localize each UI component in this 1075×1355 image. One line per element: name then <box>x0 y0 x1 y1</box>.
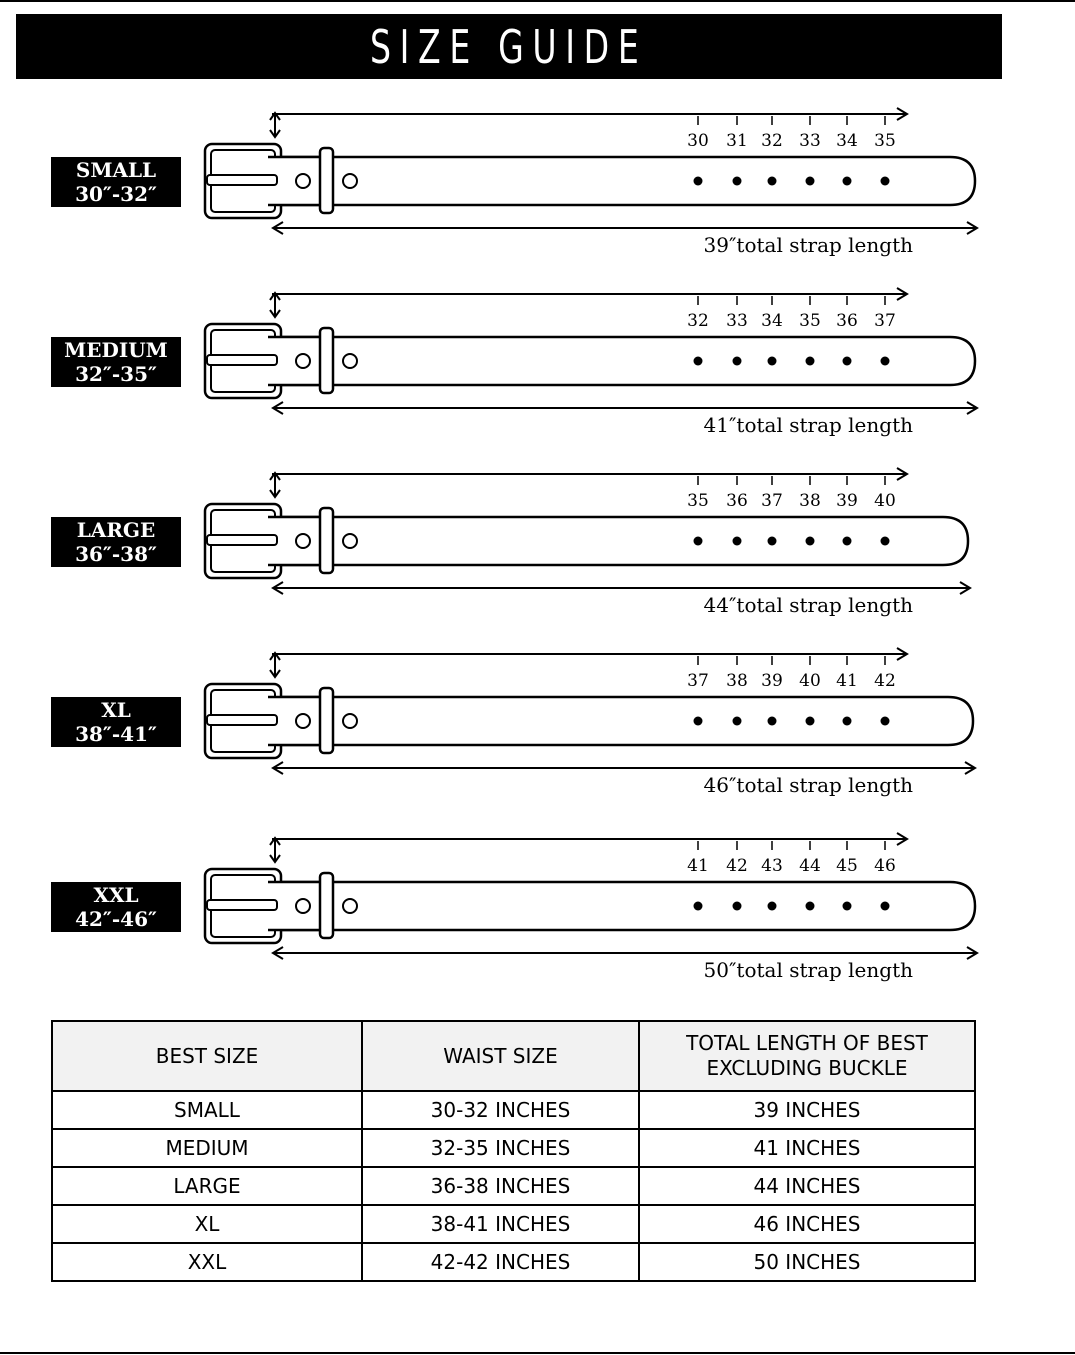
top-border <box>0 0 1075 2</box>
belt-hole <box>843 177 852 186</box>
hole-number: 37 <box>874 311 896 331</box>
hole-number: 45 <box>836 856 858 876</box>
hole-number: 31 <box>726 131 748 151</box>
belt-hole <box>806 177 815 186</box>
table-row <box>52 1091 975 1129</box>
hole-number: 39 <box>836 491 858 511</box>
hole-number: 36 <box>836 311 858 331</box>
cell-size: SMALL <box>52 1091 362 1129</box>
size-range: 32″-35″ <box>75 362 157 386</box>
buckle-prong <box>207 535 277 545</box>
table-row <box>52 1243 975 1281</box>
buckle-prong <box>207 900 277 910</box>
belt-hole <box>733 717 742 726</box>
hole-number: 35 <box>799 311 821 331</box>
hole-number: 32 <box>761 131 783 151</box>
belt-strap <box>270 337 975 385</box>
total-length-label: 46″total strap length <box>703 773 913 797</box>
belt-hole <box>881 177 890 186</box>
belt-hole <box>806 537 815 546</box>
rivet-hole <box>296 174 310 188</box>
hole-number: 36 <box>726 491 748 511</box>
belt-row <box>0 460 1075 640</box>
cell-waist: 30-32 INCHES <box>362 1091 639 1129</box>
belt-hole <box>733 177 742 186</box>
cell-size: MEDIUM <box>52 1129 362 1167</box>
hole-number: 46 <box>874 856 896 876</box>
belt-diagram <box>0 640 1075 820</box>
belt-hole <box>694 902 703 911</box>
bottom-border <box>0 1352 1075 1354</box>
hole-number: 35 <box>874 131 896 151</box>
size-name: XL <box>101 698 131 722</box>
header-best-size: BEST SIZE <box>52 1021 362 1091</box>
hole-number: 40 <box>874 491 896 511</box>
size-table <box>51 1020 976 1282</box>
keeper-loop <box>320 873 333 938</box>
belt-row <box>0 825 1075 1005</box>
rivet-hole <box>343 899 357 913</box>
belt-hole <box>733 902 742 911</box>
cell-waist: 36-38 INCHES <box>362 1167 639 1205</box>
rivet-hole <box>296 899 310 913</box>
header-waist-size: WAIST SIZE <box>362 1021 639 1091</box>
belt-hole <box>881 537 890 546</box>
table-row <box>52 1205 975 1243</box>
table-row <box>52 1167 975 1205</box>
hole-number: 38 <box>726 671 748 691</box>
keeper-loop <box>320 148 333 213</box>
hole-number: 41 <box>687 856 709 876</box>
rivet-hole <box>296 534 310 548</box>
belt-hole <box>768 902 777 911</box>
total-length-label: 41″total strap length <box>703 413 913 437</box>
rivet-hole <box>296 354 310 368</box>
size-name: LARGE <box>76 518 156 542</box>
belt-hole <box>881 902 890 911</box>
belt-hole <box>843 357 852 366</box>
belt-hole <box>881 357 890 366</box>
belt-hole <box>768 357 777 366</box>
belt-hole <box>694 537 703 546</box>
rivet-hole <box>296 714 310 728</box>
hole-number: 39 <box>761 671 783 691</box>
belt-row <box>0 640 1075 820</box>
rivet-hole <box>343 714 357 728</box>
rivet-hole <box>343 174 357 188</box>
table-row <box>52 1129 975 1167</box>
belt-hole <box>733 537 742 546</box>
cell-length: 39 INCHES <box>639 1091 975 1129</box>
belt-hole <box>733 357 742 366</box>
hole-number: 34 <box>836 131 858 151</box>
belt-strap <box>270 697 973 745</box>
belt-row <box>0 280 1075 460</box>
cell-size: XXL <box>52 1243 362 1281</box>
belt-hole <box>843 537 852 546</box>
belt-hole <box>768 537 777 546</box>
cell-size: XL <box>52 1205 362 1243</box>
title-banner <box>16 14 1002 79</box>
buckle-prong <box>207 355 277 365</box>
belt-strap <box>270 517 968 565</box>
cell-length: 50 INCHES <box>639 1243 975 1281</box>
hole-number: 32 <box>687 311 709 331</box>
hole-number: 37 <box>761 491 783 511</box>
belt-strap <box>270 157 975 205</box>
cell-waist: 42-42 INCHES <box>362 1243 639 1281</box>
rivet-hole <box>343 534 357 548</box>
belt-hole <box>768 717 777 726</box>
size-range: 36″-38″ <box>75 542 157 566</box>
belt-hole <box>768 177 777 186</box>
belt-hole <box>694 177 703 186</box>
cell-length: 41 INCHES <box>639 1129 975 1167</box>
buckle-prong <box>207 715 277 725</box>
belt-hole <box>806 717 815 726</box>
hole-number: 42 <box>874 671 896 691</box>
belt-diagram <box>0 460 1075 640</box>
hole-number: 38 <box>799 491 821 511</box>
table-header-row <box>52 1021 975 1091</box>
size-name: XXL <box>93 883 139 907</box>
hole-number: 41 <box>836 671 858 691</box>
total-length-label: 50″total strap length <box>703 958 913 982</box>
total-length-label: 44″total strap length <box>703 593 913 617</box>
size-range: 30″-32″ <box>75 182 157 206</box>
hole-number: 35 <box>687 491 709 511</box>
size-range: 38″-41″ <box>75 722 157 746</box>
cell-length: 46 INCHES <box>639 1205 975 1243</box>
belt-hole <box>806 357 815 366</box>
hole-number: 37 <box>687 671 709 691</box>
hole-number: 34 <box>761 311 783 331</box>
cell-length: 44 INCHES <box>639 1167 975 1205</box>
cell-waist: 38-41 INCHES <box>362 1205 639 1243</box>
belt-hole <box>843 902 852 911</box>
belt-strap <box>270 882 975 930</box>
hole-number: 42 <box>726 856 748 876</box>
belt-diagram <box>0 100 1075 280</box>
belt-hole <box>694 357 703 366</box>
belt-hole <box>694 717 703 726</box>
header-total-length-text: TOTAL LENGTH OF BEST EXCLUDING BUCKLE <box>686 1031 928 1080</box>
size-range: 42″-46″ <box>75 907 157 931</box>
size-name: MEDIUM <box>64 338 168 362</box>
belt-diagram <box>0 280 1075 460</box>
buckle-prong <box>207 175 277 185</box>
hole-number: 30 <box>687 131 709 151</box>
cell-size: LARGE <box>52 1167 362 1205</box>
hole-number: 33 <box>726 311 748 331</box>
belt-hole <box>806 902 815 911</box>
size-name: SMALL <box>75 158 157 182</box>
hole-number: 44 <box>799 856 821 876</box>
total-length-label: 39″total strap length <box>703 233 913 257</box>
belt-diagram <box>0 825 1075 1005</box>
hole-number: 43 <box>761 856 783 876</box>
belt-hole <box>881 717 890 726</box>
hole-number: 33 <box>799 131 821 151</box>
belt-row <box>0 100 1075 280</box>
page-title: SIZE GUIDE <box>370 19 648 74</box>
hole-number: 40 <box>799 671 821 691</box>
keeper-loop <box>320 508 333 573</box>
rivet-hole <box>343 354 357 368</box>
header-total-length <box>639 1021 975 1091</box>
belt-hole <box>843 717 852 726</box>
keeper-loop <box>320 328 333 393</box>
cell-waist: 32-35 INCHES <box>362 1129 639 1167</box>
keeper-loop <box>320 688 333 753</box>
